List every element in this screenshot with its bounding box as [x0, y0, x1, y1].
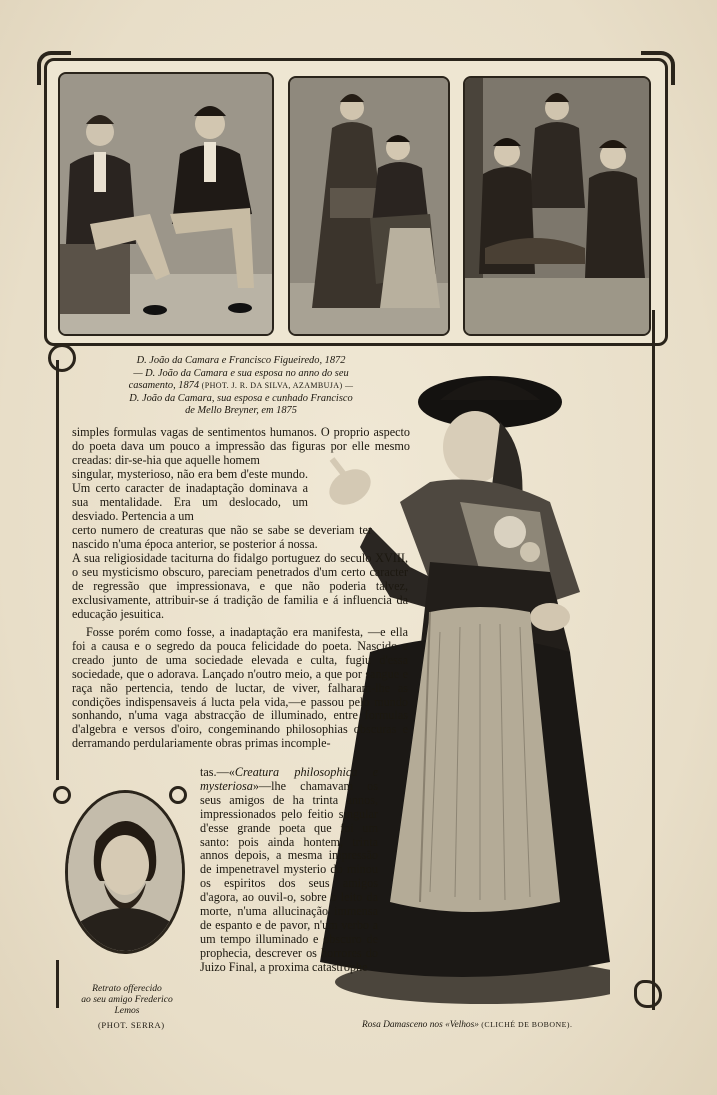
right-border-line	[652, 310, 655, 1010]
corner-ornament	[169, 786, 187, 804]
article-paragraph: simples formulas vagas de sentimentos humanos. O proprio aspecto do poeta dava um pouco a impressão das figuras por elle mesmo creadas: dir-se-hia que aquelle homem	[72, 425, 410, 467]
corner-ornament	[53, 786, 71, 804]
portrait-caption-line: Lemos	[114, 1005, 140, 1016]
article-text-block	[72, 552, 408, 622]
woman-caption-name: Rosa Damasceno nos «Velhos»	[362, 1020, 479, 1030]
article-text-block	[200, 766, 378, 975]
caption-line: D. João da Camara, sua esposa e cunhado Francisco	[129, 392, 353, 404]
right-scroll-ornament	[634, 980, 662, 1008]
caption-line: de Mello Breyner, em 1875	[185, 405, 297, 417]
article-paragraph: certo numero de creaturas que não se sabe se deveriam ter nascido n'uma época anterior, se posterior á nossa.	[72, 523, 372, 551]
portrait-photo	[65, 790, 185, 954]
portrait-credit: (PHOT. SERRA)	[98, 1020, 165, 1030]
article-paragraph: singular, mysterioso, não era bem d'este mundo. Um certo caracter de inadaptação dominava a sua mentalidade. Era um deslocado, um desviado. Pertencia a um	[72, 467, 308, 523]
photo-two-men	[58, 72, 274, 336]
portrait-caption-line: ao seu amigo Frederico	[81, 994, 173, 1005]
article-text-block	[72, 626, 408, 751]
portrait-caption-line: Retrato offerecido	[92, 983, 162, 994]
portrait-frame	[57, 786, 187, 960]
article-paragraph: Fosse porém como fosse, a inadaptação era manifesta, —e ella foi a causa e o segredo da pouca felicidade do poeta. Nascido e creado junto de uma sociedade elevada e culta, fugiu d'essa sociedade, que o adorava. Lançado n'outro meio, a que por sangue e raça não pertencia, tendo de luctar, de viver, falharam-lhe as condições indispensaveis á lucta pela vida,—e passou pelo mundo sonhando, n'uma vaga abstracção de illuminado, entre formulas d'algebra e versos d'oiro, congeminando philosophias obscuras e derramando perdulariamente obras primas incomple-	[72, 625, 408, 751]
article-paragraph: tas.—«Creatura philosophica e mysteriosa»—lhe chamavam os seus amigos de ha trinta annos, impressionados pelo feitio singular d'esse grande poeta que foi um santo: pois ainda hontem, trinta annos depois, a mesma impressão de impenetravel mysterio do minou os espiritos dos seus amigos d'agora, ao ouvil-o, sobre o leito da morte, n'uma allucinação immensa de espanto e de pavor, n'um verbo a um tempo illuminado e obscuro de prophecia, descrever os horrores do Juizo Final, a proxima catastrophe	[200, 765, 378, 974]
caption-line: D. João da Camara e Francisco Figueiredo, 1872	[136, 355, 346, 366]
left-lower-line	[56, 960, 59, 1008]
article-text-block	[72, 524, 372, 552]
article-text-block	[72, 426, 410, 468]
portrait-caption	[64, 983, 190, 1016]
left-border-line	[56, 360, 59, 780]
article-text-block	[72, 468, 308, 524]
photo-couple	[288, 76, 450, 336]
woman-caption-credit: (CLICHÉ DE BOBONE).	[481, 1020, 573, 1029]
woman-photo-caption	[362, 1020, 572, 1030]
caption-line: casamento, 1874 (PHOT. J. R. DA SILVA, AZAMBUJA) —	[128, 380, 354, 392]
caption-line: — D. João da Camara e sua esposa no anno do seu	[133, 367, 349, 379]
left-scroll-ornament	[48, 344, 76, 372]
photo-three-people	[463, 76, 651, 336]
article-paragraph: A sua religiosidade taciturna do fidalgo portuguez do seculo XVIII, o seu mysticismo obscuro, pareciam penetrados d'um certo caracter de regressão que impressionava, e que não poderia talvez, exclusivamente, attribuir-se á tradição de familia e á influencia da educação jesuitica.	[72, 551, 408, 621]
